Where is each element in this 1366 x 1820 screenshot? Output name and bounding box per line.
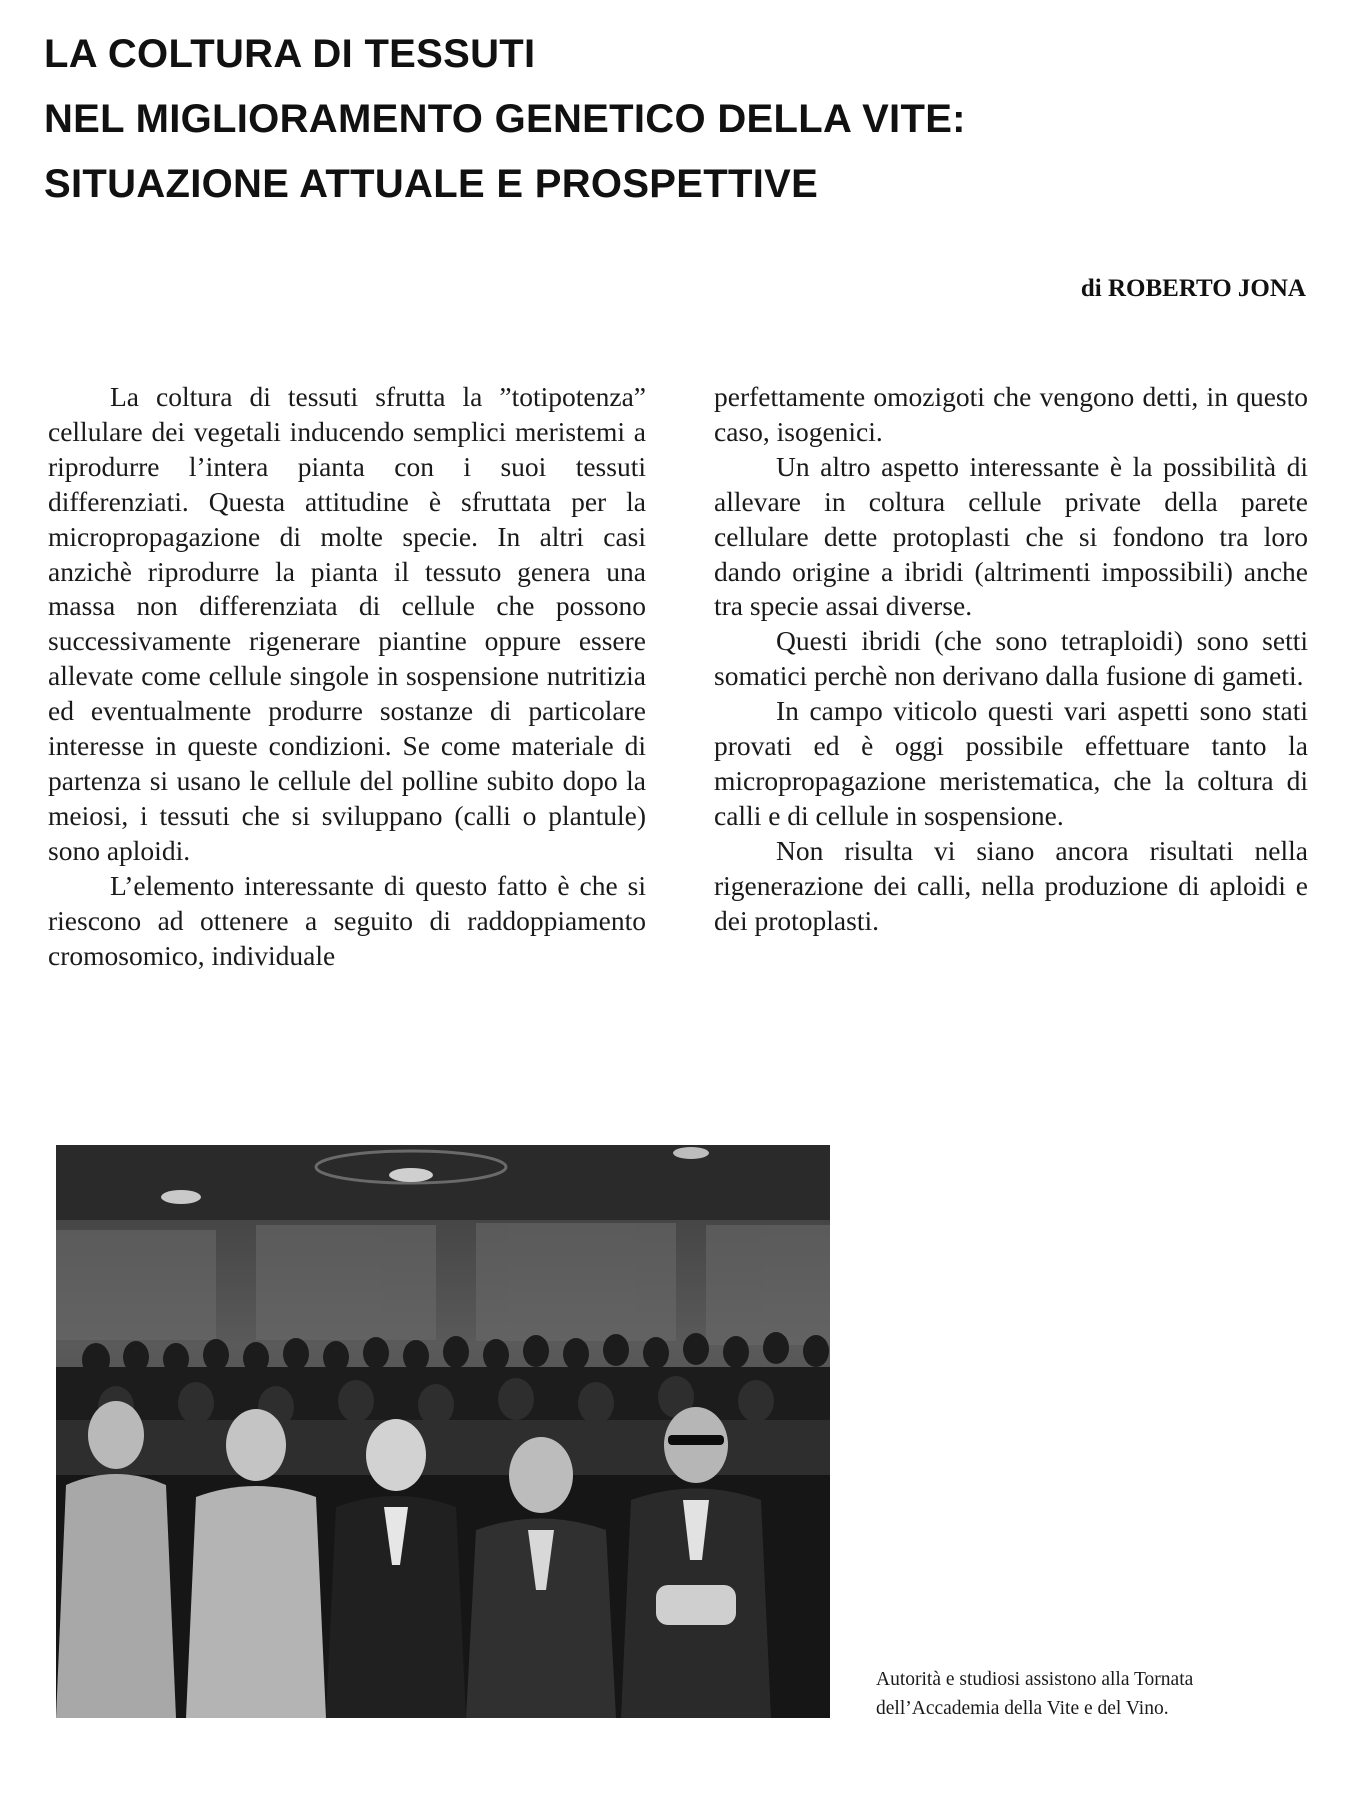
article-title (44, 22, 1244, 217)
title-line-3: SITUAZIONE ATTUALE E PROSPETTIVE (44, 162, 819, 206)
left-column (48, 380, 646, 973)
paragraph: Un altro aspetto interessante è la possibilità di allevare in coltura cellule private della parete cellulare dette protoplasti che si fondono tra loro dando origine a ibridi (altrimenti impossibili) anche tra specie assai diverse. (714, 450, 1308, 622)
caption-line-2: dell’Accademia della Vite e del Vino. (876, 1698, 1169, 1719)
audience-photo (56, 1145, 830, 1718)
right-column (714, 380, 1308, 939)
photo-illustration (56, 1145, 830, 1718)
paragraph: Non risulta vi siano ancora risultati nella rigenerazione dei calli, nella produzione di aploidi e dei protoplasti. (714, 834, 1308, 936)
paragraph: L’elemento interessante di questo fatto è che si riescono ad ottenere a seguito di raddoppiamento cromosomico, individuale (48, 869, 646, 971)
paragraph: Questi ibridi (che sono tetraploidi) sono setti somatici perchè non derivano dalla fusione di gameti. (714, 625, 1308, 692)
caption-line-1: Autorità e studiosi assistono alla Tornata (876, 1669, 1194, 1690)
title-line-1: LA COLTURA DI TESSUTI (44, 32, 536, 76)
title-line-2: NEL MIGLIORAMENTO GENETICO DELLA VITE: (44, 97, 966, 141)
paragraph: La coltura di tessuti sfrutta la ”totipotenza” cellulare dei vegetali inducendo semplici meristemi a riprodurre l’intera pianta con i suoi tessuti differenziati. Questa attitudine è sfruttata per la micropropagazione di molte specie. In altri casi anzichè riprodurre la pianta il tessuto genera una massa non differenziata di cellule che possono successivamente rigenerare piantine oppure essere allevate come cellule singole in sospensione nutritizia ed eventualmente produrre sostanze di particolare interesse in queste condizioni. Se come materiale di partenza si usano le cellule del polline subito dopo la meiosi, i tessuti che si sviluppano (calli o plantule) sono aploidi. (48, 381, 646, 866)
photo-caption (876, 1665, 1316, 1723)
paragraph: In campo viticolo questi vari aspetti sono stati provati ed è oggi possibile effettuare tanto la micropropagazione meristematica, che la coltura di calli e di cellule in sospensione. (714, 695, 1308, 831)
paragraph-continuation: perfettamente omozigoti che vengono detti, in questo caso, isogenici. (714, 381, 1308, 447)
author-byline: di ROBERTO JONA (1080, 275, 1306, 302)
